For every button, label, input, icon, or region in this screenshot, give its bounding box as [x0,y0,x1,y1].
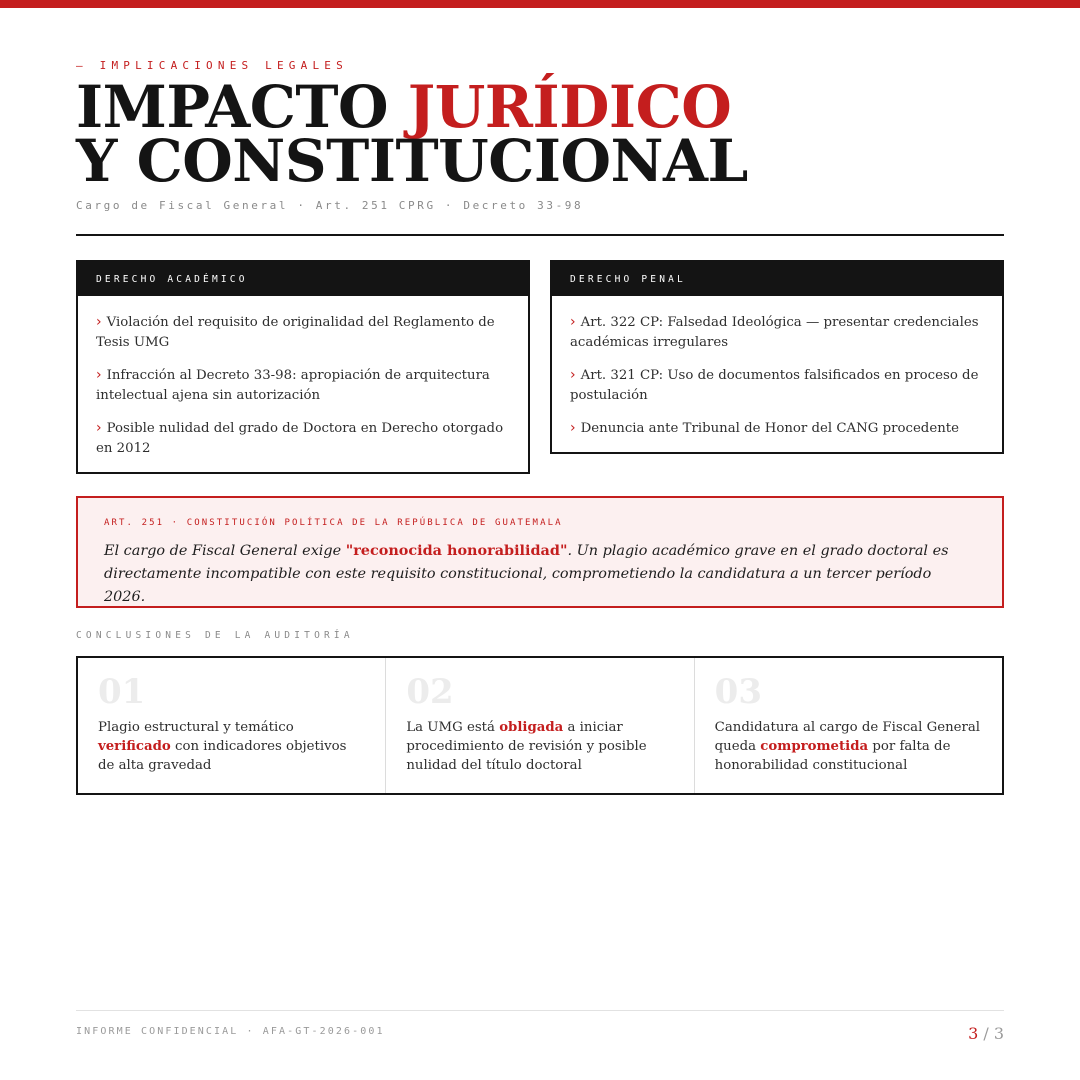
conclusion-text-post: por falta de honorabilidad constitucional [714,739,951,773]
footer-divider [76,1010,1004,1011]
card-derecho-academico [76,260,530,474]
title-highlight: JURÍDICO [407,73,732,141]
constitution-quote-box [76,496,1004,608]
section-eyebrow: — IMPLICACIONES LEGALES [76,59,348,72]
conclusion-item [386,658,694,793]
card-list [78,296,528,459]
chevron-right-icon: › [570,367,576,383]
conclusion-highlight: comprometida [760,739,869,754]
list-item [570,312,984,353]
chevron-right-icon: › [96,367,102,383]
card-derecho-penal [550,260,1004,454]
list-item [96,418,510,459]
page-subtitle: Cargo de Fiscal General · Art. 251 CPRG · Decreto 33-98 [76,199,584,212]
conclusions-label: CONCLUSIONES DE LA AUDITORÍA [76,630,354,641]
page-total: 3 [993,1024,1004,1043]
quote-highlight: "reconocida honorabilidad" [345,542,568,559]
title-part1: IMPACTO [76,73,389,141]
conclusion-text-post: a iniciar procedimiento de revisión y posible nulidad del título doctoral [406,720,647,773]
conclusion-text [715,718,982,775]
header-divider [76,234,1004,236]
chevron-right-icon: › [96,314,102,330]
chevron-right-icon: › [570,420,576,436]
conclusion-text [406,718,673,775]
chevron-right-icon: › [96,420,102,436]
conclusion-text-pre: La UMG está [406,720,500,735]
conclusion-text [98,718,365,775]
conclusion-highlight: verificado [98,739,171,754]
page-indicator [968,1024,1004,1043]
quote-label: ART. 251 · CONSTITUCIÓN POLÍTICA DE LA REPÚBLICA DE GUATEMALA [104,518,563,528]
conclusion-text-post: con indicadores objetivos de alta gravedad [98,739,347,773]
card-list [552,296,1002,439]
quote-text [104,539,976,609]
list-item [570,365,984,406]
conclusions-grid [76,656,1004,795]
list-item [96,312,510,353]
quote-text-pre: El cargo de Fiscal General exige [104,543,346,559]
chevron-right-icon: › [570,314,576,330]
conclusion-item [695,658,1002,793]
title-line2: Y CONSTITUCIONAL [76,127,748,195]
card-title: DERECHO PENAL [552,262,1002,296]
page-separator: / [978,1024,994,1043]
list-item [96,365,510,406]
conclusion-number: 02 [406,672,454,712]
list-item-text: Infracción al Decreto 33-98: apropiación de arquitectura intelectual ajena sin autorización [96,368,490,403]
conclusion-text-pre: Candidatura al cargo de Fiscal General queda [714,720,981,754]
list-item-text: Posible nulidad del grado de Doctora en Derecho otorgado en 2012 [96,421,504,456]
conclusion-highlight: obligada [499,720,564,735]
conclusion-number: 03 [714,672,762,712]
list-item-text: Violación del requisito de originalidad del Reglamento de Tesis UMG [96,315,495,350]
footer-report-id: INFORME CONFIDENCIAL · AFA-GT-2026-001 [76,1026,385,1037]
top-accent-bar [0,0,1080,8]
list-item-text: Art. 321 CP: Uso de documentos falsificados en proceso de postulación [570,368,979,403]
card-title: DERECHO ACADÉMICO [78,262,528,296]
list-item-text: Denuncia ante Tribunal de Honor del CANG procedente [580,421,959,436]
page-current: 3 [968,1024,979,1043]
list-item-text: Art. 322 CP: Falsedad Ideológica — presentar credenciales académicas irregulares [570,315,979,350]
quote-text-post: . Un plagio académico grave en el grado doctoral es directamente incompatible con este requisito constitucional, comprometiendo la candidatura a un tercer período 2026. [104,543,949,605]
page-title [76,73,748,195]
conclusion-item [78,658,386,793]
conclusion-text-pre: Plagio estructural y temático [98,720,294,735]
list-item [570,418,984,439]
conclusion-number: 01 [98,672,146,712]
